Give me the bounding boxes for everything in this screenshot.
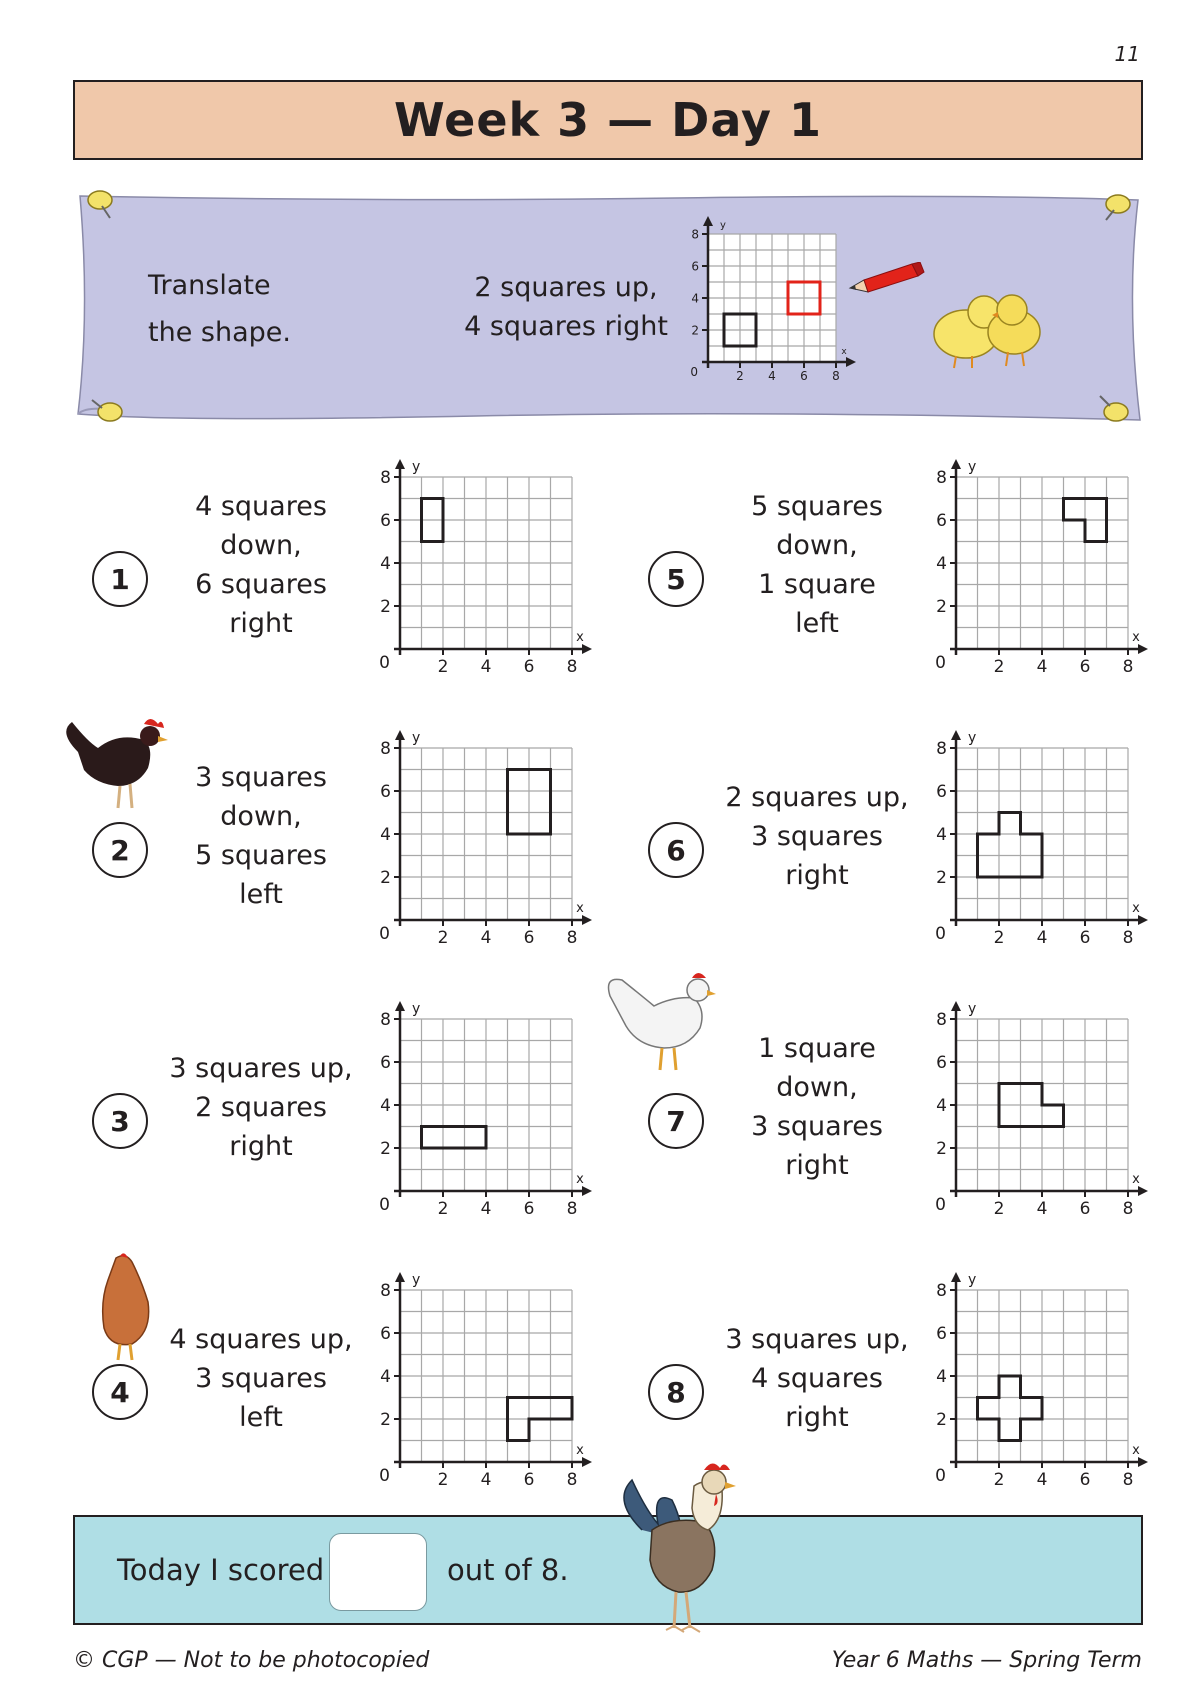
question-grid bbox=[924, 997, 1154, 1229]
y-axis-label: y bbox=[968, 730, 977, 746]
question-5 bbox=[644, 455, 1200, 725]
y-tick-label: 4 bbox=[380, 825, 391, 846]
question-2 bbox=[88, 726, 648, 996]
movement-line: 2 squares up, bbox=[474, 272, 658, 303]
pencil-icon bbox=[846, 262, 926, 302]
footer-book-title: Year 6 Maths — Spring Term bbox=[831, 1648, 1142, 1673]
instruction-line: down, bbox=[220, 801, 302, 832]
question-instruction bbox=[166, 1049, 356, 1166]
score-suffix: out of 8. bbox=[447, 1553, 569, 1587]
x-tick-label: 8 bbox=[1122, 1199, 1134, 1219]
question-number-badge: 6 bbox=[648, 822, 704, 878]
coordinate-grid bbox=[924, 726, 1154, 954]
y-tick-label: 2 bbox=[380, 597, 391, 618]
y-tick-label: 4 bbox=[380, 1367, 391, 1388]
question-number-badge: 8 bbox=[648, 1364, 704, 1420]
x-tick-label: 4 bbox=[1036, 1199, 1048, 1219]
x-tick-label: 6 bbox=[523, 1199, 535, 1219]
y-tick-label: 6 bbox=[691, 259, 699, 274]
x-tick-label: 2 bbox=[736, 369, 744, 383]
x-axis-label: x bbox=[841, 347, 847, 357]
y-tick-label: 8 bbox=[936, 1010, 947, 1031]
pin-icon bbox=[78, 184, 122, 224]
instruction-text bbox=[148, 262, 291, 356]
x-axis-label: x bbox=[1132, 1172, 1140, 1187]
x-tick-label: 2 bbox=[993, 1470, 1005, 1490]
y-tick-label: 2 bbox=[936, 1139, 947, 1160]
question-number-badge: 2 bbox=[92, 822, 148, 878]
x-tick-label: 4 bbox=[1036, 1470, 1048, 1490]
question-grid bbox=[924, 455, 1154, 687]
y-axis-label: y bbox=[412, 730, 421, 746]
x-tick-label: 4 bbox=[480, 1199, 492, 1219]
question-7 bbox=[644, 997, 1200, 1267]
y-tick-label: 6 bbox=[936, 511, 947, 532]
origin-label: 0 bbox=[379, 1466, 390, 1486]
x-tick-label: 6 bbox=[523, 928, 535, 948]
x-tick-label: 2 bbox=[437, 1470, 449, 1490]
question-number-badge: 3 bbox=[92, 1093, 148, 1149]
coordinate-grid bbox=[368, 997, 598, 1225]
origin-label: 0 bbox=[935, 1466, 946, 1486]
y-tick-label: 2 bbox=[936, 597, 947, 618]
y-axis-label: y bbox=[968, 459, 977, 475]
pin-icon bbox=[1096, 188, 1140, 228]
instruction-line: 3 squares bbox=[751, 1111, 883, 1142]
x-axis-label: x bbox=[576, 901, 584, 916]
y-tick-label: 8 bbox=[936, 739, 947, 760]
pin-icon bbox=[1092, 388, 1136, 432]
question-grid bbox=[368, 997, 598, 1229]
x-axis-label: x bbox=[1132, 1443, 1140, 1458]
y-tick-label: 8 bbox=[380, 1010, 391, 1031]
instruction-line: Translate bbox=[148, 270, 271, 301]
coordinate-grid bbox=[368, 726, 598, 954]
instruction-line: 3 squares bbox=[195, 1363, 327, 1394]
origin-label: 0 bbox=[935, 924, 946, 944]
y-tick-label: 2 bbox=[936, 1410, 947, 1431]
instruction-line: left bbox=[239, 879, 283, 910]
y-tick-label: 6 bbox=[936, 1053, 947, 1074]
instruction-line: 2 squares bbox=[195, 1092, 327, 1123]
x-tick-label: 6 bbox=[523, 1470, 535, 1490]
x-tick-label: 4 bbox=[1036, 657, 1048, 677]
chicks-illustration bbox=[926, 282, 1046, 372]
x-tick-label: 6 bbox=[800, 369, 808, 383]
y-tick-label: 8 bbox=[691, 227, 699, 242]
x-tick-label: 6 bbox=[523, 657, 535, 677]
y-axis-label: y bbox=[720, 220, 726, 231]
x-axis-label: x bbox=[576, 630, 584, 645]
origin-label: 0 bbox=[379, 653, 390, 673]
y-tick-label: 2 bbox=[380, 868, 391, 889]
instruction-line: down, bbox=[220, 530, 302, 561]
instruction-line: 1 square bbox=[758, 569, 876, 600]
x-tick-label: 8 bbox=[566, 928, 578, 948]
y-tick-label: 8 bbox=[380, 468, 391, 489]
coordinate-grid bbox=[676, 212, 862, 396]
instruction-line: right bbox=[785, 860, 849, 891]
coordinate-grid bbox=[924, 455, 1154, 683]
coordinate-grid bbox=[924, 1268, 1154, 1496]
y-axis-label: y bbox=[412, 1001, 421, 1017]
pin-icon bbox=[86, 392, 130, 432]
y-tick-label: 6 bbox=[380, 1324, 391, 1345]
x-tick-label: 4 bbox=[1036, 928, 1048, 948]
y-tick-label: 8 bbox=[936, 1281, 947, 1302]
y-tick-label: 4 bbox=[380, 1096, 391, 1117]
question-grid bbox=[924, 726, 1154, 958]
white-hen-illustration bbox=[602, 966, 722, 1076]
y-tick-label: 2 bbox=[380, 1139, 391, 1160]
rooster-illustration bbox=[612, 1460, 752, 1640]
y-tick-label: 2 bbox=[691, 323, 699, 338]
x-axis-label: x bbox=[576, 1172, 584, 1187]
instruction-line: right bbox=[785, 1150, 849, 1181]
question-grid bbox=[368, 1268, 598, 1500]
x-tick-label: 6 bbox=[1079, 657, 1091, 677]
question-3 bbox=[88, 997, 648, 1267]
question-instruction bbox=[722, 1029, 912, 1185]
score-input-box[interactable] bbox=[329, 1533, 427, 1611]
instruction-line: the shape. bbox=[148, 317, 291, 348]
x-tick-label: 2 bbox=[437, 1199, 449, 1219]
x-tick-label: 8 bbox=[1122, 1470, 1134, 1490]
title-bar bbox=[73, 80, 1143, 160]
y-tick-label: 8 bbox=[380, 739, 391, 760]
example-banner bbox=[76, 192, 1142, 424]
instruction-line: right bbox=[229, 608, 293, 639]
y-tick-label: 2 bbox=[936, 868, 947, 889]
coordinate-grid bbox=[368, 1268, 598, 1496]
question-6 bbox=[644, 726, 1200, 996]
x-tick-label: 6 bbox=[1079, 1470, 1091, 1490]
score-bar bbox=[73, 1515, 1143, 1625]
x-tick-label: 4 bbox=[480, 657, 492, 677]
movement-line: 4 squares right bbox=[464, 311, 668, 342]
x-tick-label: 4 bbox=[768, 369, 776, 383]
x-tick-label: 6 bbox=[1079, 928, 1091, 948]
y-tick-label: 8 bbox=[380, 1281, 391, 1302]
instruction-line: left bbox=[795, 608, 839, 639]
y-tick-label: 2 bbox=[380, 1410, 391, 1431]
brown-hen-illustration bbox=[86, 1252, 166, 1362]
instruction-line: down, bbox=[776, 1072, 858, 1103]
example-grid bbox=[676, 212, 862, 400]
question-4 bbox=[88, 1268, 648, 1538]
instruction-line: 3 squares bbox=[195, 762, 327, 793]
instruction-line: 3 squares up, bbox=[169, 1053, 353, 1084]
example-movement bbox=[446, 268, 686, 346]
instruction-line: 2 squares up, bbox=[725, 782, 909, 813]
instruction-line: right bbox=[229, 1131, 293, 1162]
x-tick-label: 8 bbox=[1122, 928, 1134, 948]
instruction-line: 4 squares up, bbox=[169, 1324, 353, 1355]
score-prefix: Today I scored bbox=[117, 1553, 325, 1587]
x-tick-label: 8 bbox=[832, 369, 840, 383]
question-1 bbox=[88, 455, 648, 725]
question-grid bbox=[368, 726, 598, 958]
instruction-line: 3 squares up, bbox=[725, 1324, 909, 1355]
question-number-badge: 7 bbox=[648, 1093, 704, 1149]
instruction-line: 4 squares bbox=[195, 491, 327, 522]
x-axis-label: x bbox=[1132, 630, 1140, 645]
question-instruction bbox=[166, 487, 356, 643]
page-number: 11 bbox=[1114, 42, 1140, 66]
coordinate-grid bbox=[924, 997, 1154, 1225]
origin-label: 0 bbox=[690, 365, 698, 379]
instruction-line: 5 squares bbox=[195, 840, 327, 871]
question-number-badge: 1 bbox=[92, 551, 148, 607]
page-title: Week 3 — Day 1 bbox=[394, 93, 822, 147]
instruction-line: right bbox=[785, 1402, 849, 1433]
x-tick-label: 8 bbox=[1122, 657, 1134, 677]
instruction-line: left bbox=[239, 1402, 283, 1433]
x-axis-label: x bbox=[1132, 901, 1140, 916]
y-tick-label: 6 bbox=[380, 1053, 391, 1074]
instruction-line: 5 squares bbox=[751, 491, 883, 522]
x-tick-label: 8 bbox=[566, 1470, 578, 1490]
instruction-line: 4 squares bbox=[751, 1363, 883, 1394]
x-tick-label: 8 bbox=[566, 657, 578, 677]
y-tick-label: 4 bbox=[936, 1367, 947, 1388]
x-tick-label: 2 bbox=[437, 657, 449, 677]
y-tick-label: 4 bbox=[936, 554, 947, 575]
x-tick-label: 2 bbox=[993, 657, 1005, 677]
y-tick-label: 8 bbox=[936, 468, 947, 489]
instruction-line: 6 squares bbox=[195, 569, 327, 600]
x-tick-label: 6 bbox=[1079, 1199, 1091, 1219]
y-tick-label: 6 bbox=[380, 511, 391, 532]
question-instruction bbox=[722, 1320, 912, 1437]
y-tick-label: 4 bbox=[936, 1096, 947, 1117]
y-tick-label: 4 bbox=[691, 291, 699, 306]
coordinate-grid bbox=[368, 455, 598, 683]
question-instruction bbox=[722, 487, 912, 643]
origin-label: 0 bbox=[935, 653, 946, 673]
x-tick-label: 4 bbox=[480, 928, 492, 948]
x-axis-label: x bbox=[576, 1443, 584, 1458]
question-grid bbox=[924, 1268, 1154, 1500]
black-rooster-illustration bbox=[58, 712, 168, 812]
origin-label: 0 bbox=[379, 924, 390, 944]
y-axis-label: y bbox=[412, 1272, 421, 1288]
y-tick-label: 4 bbox=[936, 825, 947, 846]
x-tick-label: 2 bbox=[437, 928, 449, 948]
question-instruction bbox=[166, 758, 356, 914]
question-grid bbox=[368, 455, 598, 687]
question-instruction bbox=[722, 778, 912, 895]
question-number-badge: 4 bbox=[92, 1364, 148, 1420]
footer-copyright: © CGP — Not to be photocopied bbox=[73, 1648, 430, 1673]
x-tick-label: 2 bbox=[993, 928, 1005, 948]
x-tick-label: 2 bbox=[993, 1199, 1005, 1219]
y-tick-label: 6 bbox=[936, 782, 947, 803]
y-tick-label: 6 bbox=[380, 782, 391, 803]
x-tick-label: 4 bbox=[480, 1470, 492, 1490]
instruction-line: down, bbox=[776, 530, 858, 561]
origin-label: 0 bbox=[935, 1195, 946, 1215]
y-tick-label: 6 bbox=[936, 1324, 947, 1345]
x-tick-label: 8 bbox=[566, 1199, 578, 1219]
y-axis-label: y bbox=[968, 1001, 977, 1017]
instruction-line: 3 squares bbox=[751, 821, 883, 852]
question-instruction bbox=[166, 1320, 356, 1437]
y-axis-label: y bbox=[412, 459, 421, 475]
y-tick-label: 4 bbox=[380, 554, 391, 575]
origin-label: 0 bbox=[379, 1195, 390, 1215]
instruction-line: 1 square bbox=[758, 1033, 876, 1064]
y-axis-label: y bbox=[968, 1272, 977, 1288]
question-number-badge: 5 bbox=[648, 551, 704, 607]
